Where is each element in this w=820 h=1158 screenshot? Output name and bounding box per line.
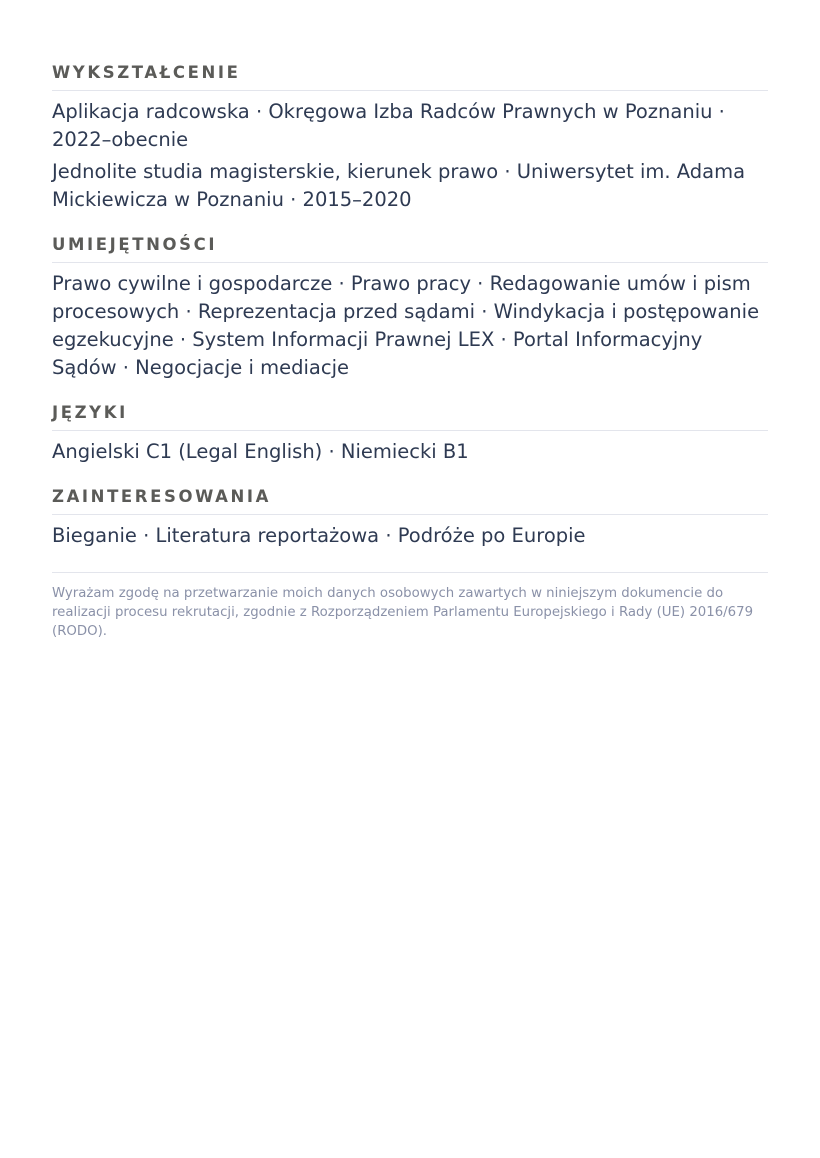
education-entry: Aplikacja radcowska · Okręgowa Izba Radców Prawnych w Poznaniu · 2022–obecnie bbox=[52, 100, 725, 151]
education-section bbox=[52, 62, 768, 214]
skills-section bbox=[52, 234, 768, 382]
education-heading: WYKSZTAŁCENIE bbox=[52, 62, 768, 91]
interests-heading: ZAINTERESOWANIA bbox=[52, 486, 768, 515]
interests-text: Bieganie · Literatura reportażowa · Podróże po Europie bbox=[52, 524, 586, 547]
skills-text: Prawo cywilne i gospodarcze · Prawo pracy · Redagowanie umów i pism procesowych · Reprezentacja przed sądami · Windykacja i postępowanie egzekucyjne · System Informacji Prawnej LEX · Portal Informacyjny Sądów · Negocjacje i mediacje bbox=[52, 272, 760, 379]
languages-heading: JĘZYKI bbox=[52, 402, 768, 431]
languages-body bbox=[52, 431, 768, 466]
interests-body bbox=[52, 515, 768, 550]
languages-text: Angielski C1 (Legal English) · Niemiecki B1 bbox=[52, 440, 469, 463]
education-list bbox=[52, 91, 768, 214]
gdpr-consent-clause: Wyrażam zgodę na przetwarzanie moich danych osobowych zawartych w niniejszym dokumencie do realizacji procesu rekrutacji, zgodnie z Rozporządzeniem Parlamentu Europejskiego i Rady (UE) 2016/679 (RODO). bbox=[52, 572, 768, 641]
interests-section bbox=[52, 486, 768, 550]
skills-body bbox=[52, 263, 768, 382]
languages-section bbox=[52, 402, 768, 466]
education-entry: Jednolite studia magisterskie, kierunek prawo · Uniwersytet im. Adama Mickiewicza w Poznaniu · 2015–2020 bbox=[52, 160, 746, 211]
skills-heading: UMIEJĘTNOŚCI bbox=[52, 234, 768, 263]
